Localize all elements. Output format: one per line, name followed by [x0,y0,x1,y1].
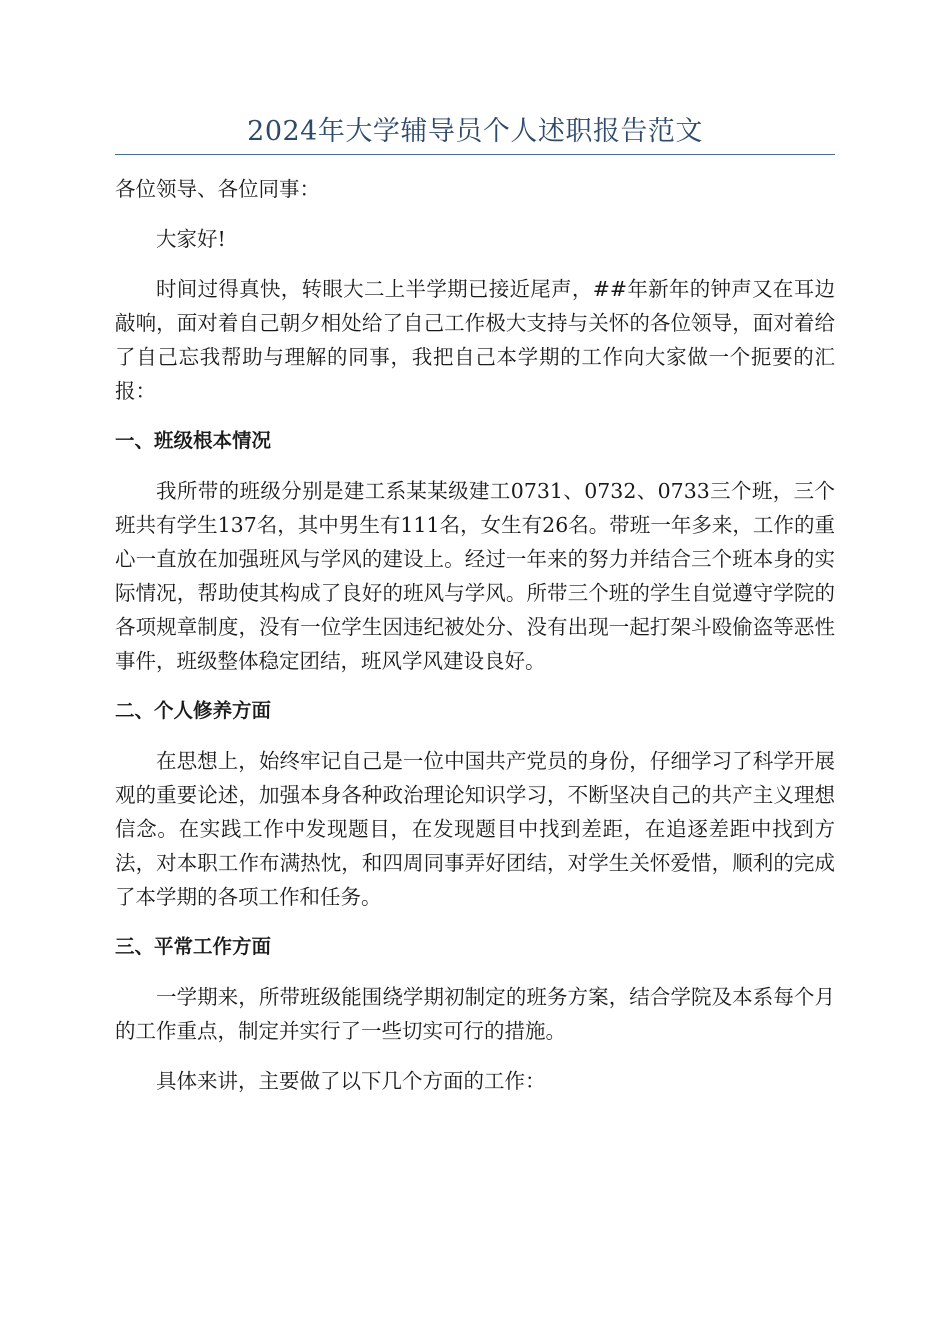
section-personal-cultivation [115,694,835,914]
section-basic-info [115,424,835,678]
salutation: 各位领导、各位同事： [115,177,320,201]
section-paragraph: 我所带的班级分别是建工系某某级建工0731、0732、0733三个班，三个班共有学生137名，其中男生有111名，女生有26名。带班一年多来，工作的重心一直放在加强班风与学风的建设上。经过一年来的努力并结合三个班本身的实际情况，帮助使其构成了良好的班风与学风。所带三个班的学生自觉遵守学院的各项规章制度，没有一位学生因违纪被处分、没有出现一起打架斗殴偷盗等恶性事件，班级整体稳定团结，班风学风建设良好。 [115,479,835,673]
greeting: 大家好! [156,227,226,251]
section-paragraph: 一学期来，所带班级能围绕学期初制定的班务方案，结合学院及本系每个月的工作重点，制定并实行了一些切实可行的措施。 [115,985,835,1043]
section-heading: 一、班级根本情况 [115,429,272,452]
intro-paragraph: 时间过得真快，转眼大二上半学期已接近尾声，##年新年的钟声又在耳边敲响，面对着自己朝夕相处给了自己工作极大支持与关怀的各位领导，面对着给了自己忘我帮助与理解的同事，我把自己本学期的工作向大家做一个扼要的汇报： [115,277,835,403]
section-paragraph: 在思想上，始终牢记自己是一位中国共产党员的身份，仔细学习了科学开展观的重要论述，加强本身各种政治理论知识学习，不断坚决自己的共产主义理想信念。在实践工作中发现题目，在发现题目中找到差距，在追逐差距中找到方法，对本职工作布满热忱，和四周同事弄好团结，对学生关怀爱惜，顺利的完成了本学期的各项工作和任务。 [115,749,835,909]
document-title: 2024年大学辅导员个人述职报告范文 [247,116,703,147]
document-body [115,172,835,1114]
title-underline-divider [115,154,835,155]
section-paragraph: 具体来讲，主要做了以下几个方面的工作： [156,1069,546,1093]
section-heading: 三、平常工作方面 [115,935,272,958]
section-heading: 二、个人修养方面 [115,699,272,722]
section-daily-work [115,930,835,1098]
